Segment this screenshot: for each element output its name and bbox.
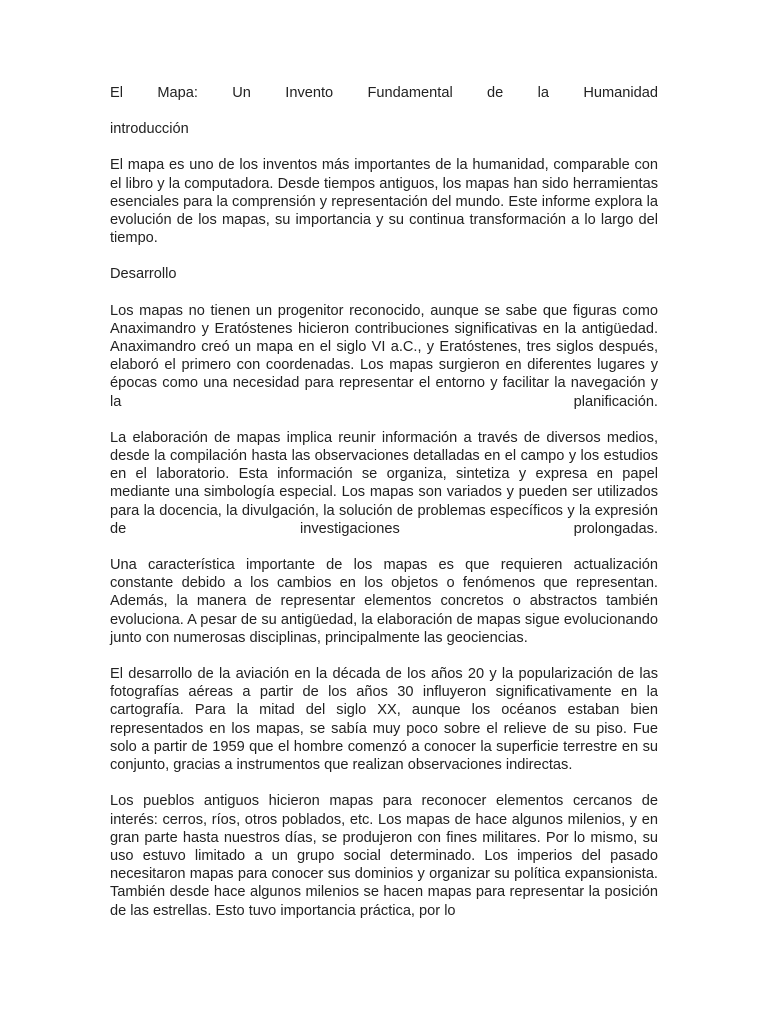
document-page [110, 84, 658, 938]
body-paragraph-1: Los mapas no tienen un progenitor reconocido, aunque se sabe que figuras como Anaximandro y Eratóstenes hicieron contribuciones significativas en la antigüedad. Anaximandro creó un mapa en el siglo VI a.C., y Eratóstenes, tres siglos después, elaboró el primero con coordenadas. Los mapas surgieron en diferentes lugares y épocas como una necesidad para representar el entorno y facilitar la navegación y la planificación. [110, 302, 658, 410]
body-paragraph-2: La elaboración de mapas implica reunir información a través de diversos medios, desde la compilación hasta las observaciones detalladas en el campo y los estudios en el laboratorio. Esta información se organiza, sintetiza y expresa en papel mediante una simbología especial. Los mapas son variados y pueden ser utilizados para la docencia, la divulgación, la solución de problemas específicos y la expresión de investigaciones prolongadas. [110, 429, 658, 537]
body-paragraph-4: El desarrollo de la aviación en la década de los años 20 y la popularización de las fotografías aéreas a partir de los años 30 influyeron significativamente en la cartografía. Para la mitad del siglo XX, aunque los océanos estaban bien representados en los mapas, se sabía muy poco sobre el relieve de su piso. Fue solo a partir de 1959 que el hombre comenzó a conocer la superficie terrestre en su conjunto, gracias a instrumentos que realizan observaciones indirectas. [110, 666, 658, 774]
intro-heading: introducción [110, 121, 189, 138]
document-title: El Mapa: Un Invento Fundamental de la Humanidad [110, 85, 658, 101]
body-paragraph-3: Una característica importante de los mapas es que requieren actualización constante debido a los cambios en los objetos o fenómenos que representan. Además, la manera de representar elementos concretos o abstractos también evoluciona. A pesar de su antigüedad, la elaboración de mapas sigue evolucionando junto con numerosas disciplinas, principalmente las geociencias. [110, 557, 658, 646]
body-paragraph-5: Los pueblos antiguos hicieron mapas para reconocer elementos cercanos de interés: cerros, ríos, otros poblados, etc. Los mapas de hace algunos milenios, y en gran parte hasta nuestros días, se produjeron con fines militares. Por lo mismo, su uso estuvo limitado a un grupo social determinado. Los imperios del pasado necesitaron mapas para conocer sus dominios y organizar su política expansionista. También desde hace algunos milenios se hacen mapas para representar la posición de las estrellas. Esto tuvo importancia práctica, por lo [110, 793, 658, 919]
development-heading: Desarrollo [110, 266, 177, 283]
intro-paragraph: El mapa es uno de los inventos más importantes de la humanidad, comparable con el libro y la computadora. Desde tiempos antiguos, los mapas han sido herramientas esenciales para la comprensión y representación del mundo. Este informe explora la evolución de los mapas, su importancia y su continua transformación a lo largo del tiempo. [110, 157, 658, 247]
